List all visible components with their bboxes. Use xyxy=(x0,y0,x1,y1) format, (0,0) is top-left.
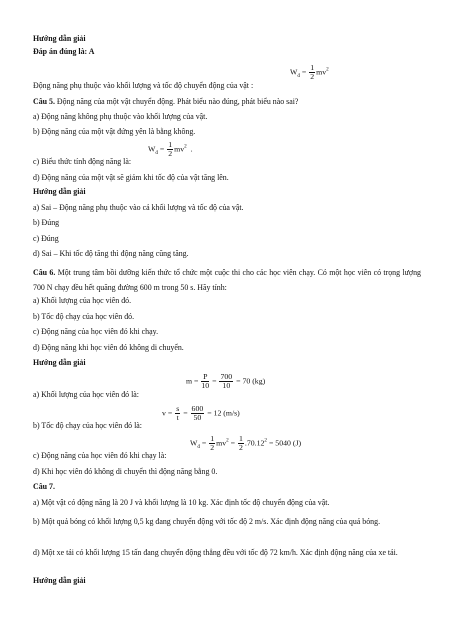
solution-b: b) Đúng xyxy=(33,218,60,227)
option-c: c) Biểu thức tính động năng là: xyxy=(33,157,132,166)
section-heading: Hướng dẫn giải xyxy=(33,358,86,367)
section-heading: Hướng dẫn giải xyxy=(33,34,86,43)
option-a: a) Động năng không phụ thuộc vào khối lượng của vật. xyxy=(33,112,208,121)
solution-a: a) Khối lượng của học viên đó là: xyxy=(33,390,139,399)
option-a: a) Một vật có động năng là 20 J và khối lượng là 10 kg. Xác định tốc độ chuyển động của vật. xyxy=(33,498,330,507)
solution-b: b) Tốc độ chạy của học viên đó là: xyxy=(33,421,142,430)
solution-a: a) Sai – Động năng phụ thuộc vào cả khối lượng và tốc độ của vật. xyxy=(33,203,244,212)
solution-c: c) Đúng xyxy=(33,234,59,243)
section-heading: Hướng dẫn giải xyxy=(33,576,86,585)
kinetic-energy-formula: $W_đ$ = $\frac{1}{2}$ $mv^2$ xyxy=(290,63,329,81)
energy-formula: $W_đ$ = $\frac{1}{2}$ $mv^2$ = $\frac{1}{2}$ $.70.12^2 = 5040$ (J) xyxy=(190,434,302,452)
solution-c: c) Động năng của học viên đó khi chạy là: xyxy=(33,451,167,460)
option-d: d) Động năng của một vật sẽ giảm khi tốc độ của vật tăng lên. xyxy=(33,173,229,182)
mass-formula: m = $\frac{P}{10}$ = $\frac{700}{10}$ = 70 (kg) xyxy=(186,372,266,390)
kinetic-energy-formula: $W_đ$ = $\frac{1}{2}$ $mv^2$ . xyxy=(148,140,193,158)
solution-d: d) Khi học viên đó không di chuyển thì động năng bằng 0. xyxy=(33,467,218,476)
question-7-title: Câu 7. xyxy=(33,482,55,491)
option-d: d) Một xe tải có khối lượng 15 tấn đang chuyển động thẳng đều với tốc độ 72 km/h. Xác định động năng của xe tải. xyxy=(33,548,398,557)
option-b: b) Một quả bóng có khối lượng 0,5 kg đang chuyển động với tốc độ 2 m/s. Xác định động năng của quả bóng. xyxy=(33,517,381,526)
option-d: d) Động năng khi học viên đó không di chuyển. xyxy=(33,343,184,352)
paragraph: Động năng phụ thuộc vào khối lượng và tốc độ chuyển động của vật : xyxy=(33,81,254,90)
option-a: a) Khối lượng của học viên đó. xyxy=(33,296,132,305)
solution-d: d) Sai – Khi tốc độ tăng thì động năng cũng tăng. xyxy=(33,249,189,258)
question-6-stem: Câu 6. Một trung tâm bồi dưỡng kiến thức tổ chức một cuộc thi cho các học viên chạy. Có một học viên có trọng lượng 700 N chạy đều hết quãng đường 600 m trong 50 s. Hãy tính: xyxy=(33,268,421,292)
speed-formula: v = $\frac{s}{t}$ = $\frac{600}{50}$ = 12 (m/s) xyxy=(162,404,240,422)
option-b: b) Động năng của một vật đứng yên là bằng không. xyxy=(33,127,196,136)
answer-line: Đáp án đúng là: A xyxy=(33,47,95,56)
option-b: b) Tốc độ chạy của học viên đó. xyxy=(33,312,135,321)
section-heading: Hướng dẫn giải xyxy=(33,187,86,196)
question-5-stem: Câu 5. Động năng của một vật chuyển động. Phát biểu nào đúng, phát biểu nào sai? xyxy=(33,97,299,106)
option-c: c) Động năng của học viên đó khi chạy. xyxy=(33,327,159,336)
